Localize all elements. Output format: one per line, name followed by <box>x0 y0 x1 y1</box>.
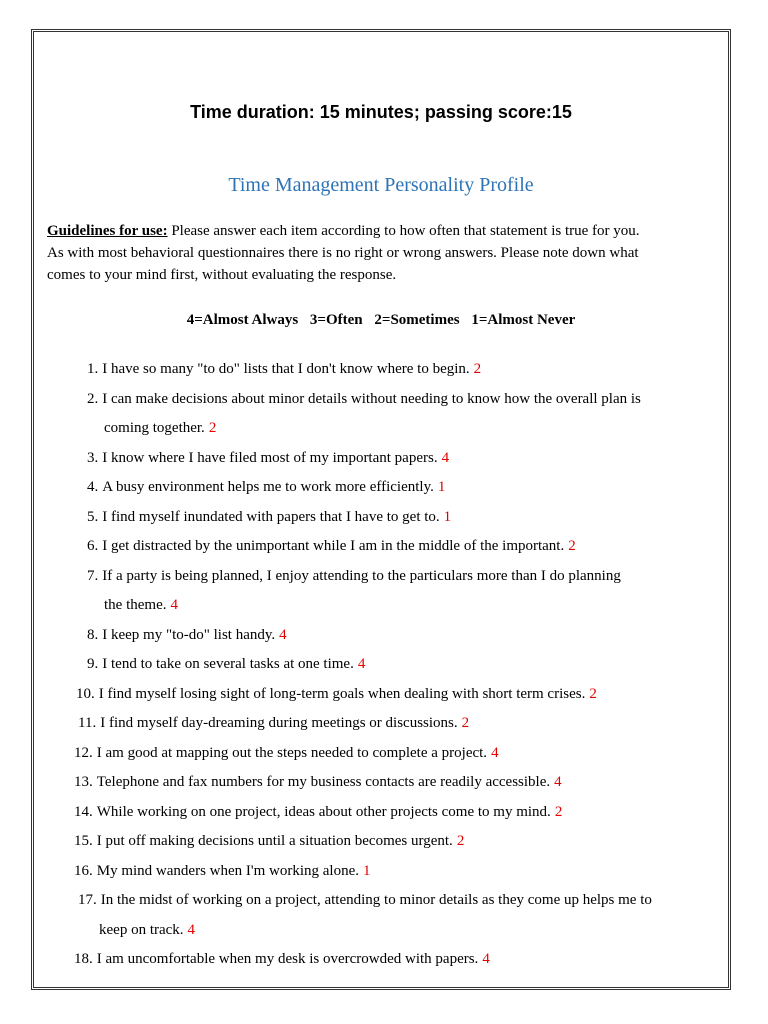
item-score: 2 <box>568 538 576 554</box>
list-item <box>34 532 731 562</box>
item-number: 2. <box>87 390 99 407</box>
list-item <box>34 680 731 710</box>
item-score: 2 <box>554 803 563 820</box>
document-page <box>31 29 731 990</box>
item-number: 1. <box>87 361 99 377</box>
list-item <box>34 768 731 798</box>
item-number: 3. <box>87 449 99 466</box>
item-score: 2 <box>208 420 217 436</box>
item-number: 13. <box>74 774 93 790</box>
list-item <box>34 945 731 975</box>
item-number: 7. <box>87 567 99 584</box>
list-item <box>34 827 731 857</box>
scale-often: 3=Often <box>309 312 363 328</box>
item-number: 17. <box>78 892 97 908</box>
item-number: 4. <box>87 479 99 495</box>
item-text-continued <box>87 414 730 444</box>
list-item <box>34 857 731 887</box>
item-number: 5. <box>87 508 99 525</box>
item-score: 4 <box>357 656 366 672</box>
item-text: I tend to take on several tasks at one time. <box>102 656 354 672</box>
item-score: 1 <box>437 479 446 495</box>
list-item <box>34 621 731 651</box>
item-score: 4 <box>554 774 562 790</box>
guidelines-label: Guidelines for use: <box>47 223 168 239</box>
item-text: I find myself day-dreaming during meetings or discussions. <box>100 715 458 731</box>
item-number: 16. <box>74 862 93 879</box>
questionnaire-list <box>34 355 731 975</box>
list-item <box>34 473 731 503</box>
item-number: 11. <box>78 715 97 731</box>
item-text-continued <box>78 916 730 946</box>
item-score: 4 <box>482 951 490 967</box>
item-text: I know where I have filed most of my important papers. <box>102 449 438 466</box>
item-text-2: the theme. <box>104 597 167 613</box>
item-text: I get distracted by the unimportant while I am in the middle of the important. <box>102 538 565 554</box>
list-item <box>34 709 731 739</box>
item-text: My mind wanders when I'm working alone. <box>96 862 359 879</box>
item-score: 4 <box>187 921 196 938</box>
list-item <box>34 562 731 621</box>
item-number: 18. <box>74 951 93 967</box>
item-text: I am good at mapping out the steps needed to complete a project. <box>96 744 488 761</box>
item-text: I keep my "to-do" list handy. <box>102 626 276 643</box>
item-text: Telephone and fax numbers for my business contacts are readily accessible. <box>96 774 551 790</box>
item-text: I put off making decisions until a situation becomes urgent. <box>96 833 453 849</box>
item-number: 6. <box>87 538 99 554</box>
item-score: 1 <box>443 508 452 525</box>
scale-almost-always: 4=Almost Always <box>186 312 299 328</box>
item-score: 2 <box>461 715 470 731</box>
list-item <box>34 385 731 444</box>
item-text: If a party is being planned, I enjoy attending to the particulars more than I do planning <box>102 567 621 584</box>
item-score: 4 <box>491 744 499 761</box>
item-number: 12. <box>74 744 93 761</box>
list-item <box>34 355 731 385</box>
guidelines-line-1 <box>47 220 731 242</box>
item-text: In the midst of working on a project, attending to minor details as they come up helps me to <box>100 892 652 908</box>
item-text-2: coming together. <box>104 420 205 436</box>
item-score: 4 <box>170 597 178 613</box>
item-text: While working on one project, ideas about other projects come to my mind. <box>96 803 551 820</box>
item-text-2: keep on track. <box>99 921 184 938</box>
item-score: 2 <box>589 685 597 702</box>
item-text: I find myself losing sight of long-term goals when dealing with short term crises. <box>98 685 586 702</box>
guidelines-line-3: comes to your mind first, without evaluating the response. <box>47 267 397 283</box>
guidelines-paragraph <box>47 220 731 286</box>
list-item <box>34 503 731 533</box>
time-duration-heading: Time duration: 15 minutes; passing score:15 <box>190 102 572 122</box>
item-text: A busy environment helps me to work more efficiently. <box>102 479 434 495</box>
item-text: I find myself inundated with papers that I have to get to. <box>102 508 440 525</box>
item-number: 14. <box>74 803 93 820</box>
guidelines-line-2: As with most behavioral questionnaires there is no right or wrong answers. Please note down what <box>47 245 639 261</box>
item-number: 15. <box>74 833 93 849</box>
item-text: I have so many "to do" lists that I don't know where to begin. <box>102 361 470 377</box>
item-text: I can make decisions about minor details without needing to know how the overall plan is <box>102 390 641 407</box>
item-number: 10. <box>76 685 95 702</box>
list-item <box>34 739 731 769</box>
scale-almost-never: 1=Almost Never <box>471 312 576 328</box>
list-item <box>34 650 731 680</box>
item-score: 1 <box>363 862 371 879</box>
guidelines-text-1: Please answer each item according to how often that statement is true for you. <box>167 223 640 239</box>
item-score: 4 <box>441 449 450 466</box>
item-number: 9. <box>87 656 99 672</box>
document-title: Time Management Personality Profile <box>228 174 534 196</box>
item-text: I am uncomfortable when my desk is overcrowded with papers. <box>96 951 479 967</box>
item-number: 8. <box>87 626 99 643</box>
item-text-continued <box>87 591 730 621</box>
item-score: 4 <box>279 626 287 643</box>
item-score: 2 <box>456 833 465 849</box>
item-score: 2 <box>473 361 482 377</box>
list-item <box>34 798 731 828</box>
rating-scale <box>34 312 728 329</box>
list-item <box>34 886 731 945</box>
scale-sometimes: 2=Sometimes <box>374 312 460 328</box>
list-item <box>34 444 731 474</box>
